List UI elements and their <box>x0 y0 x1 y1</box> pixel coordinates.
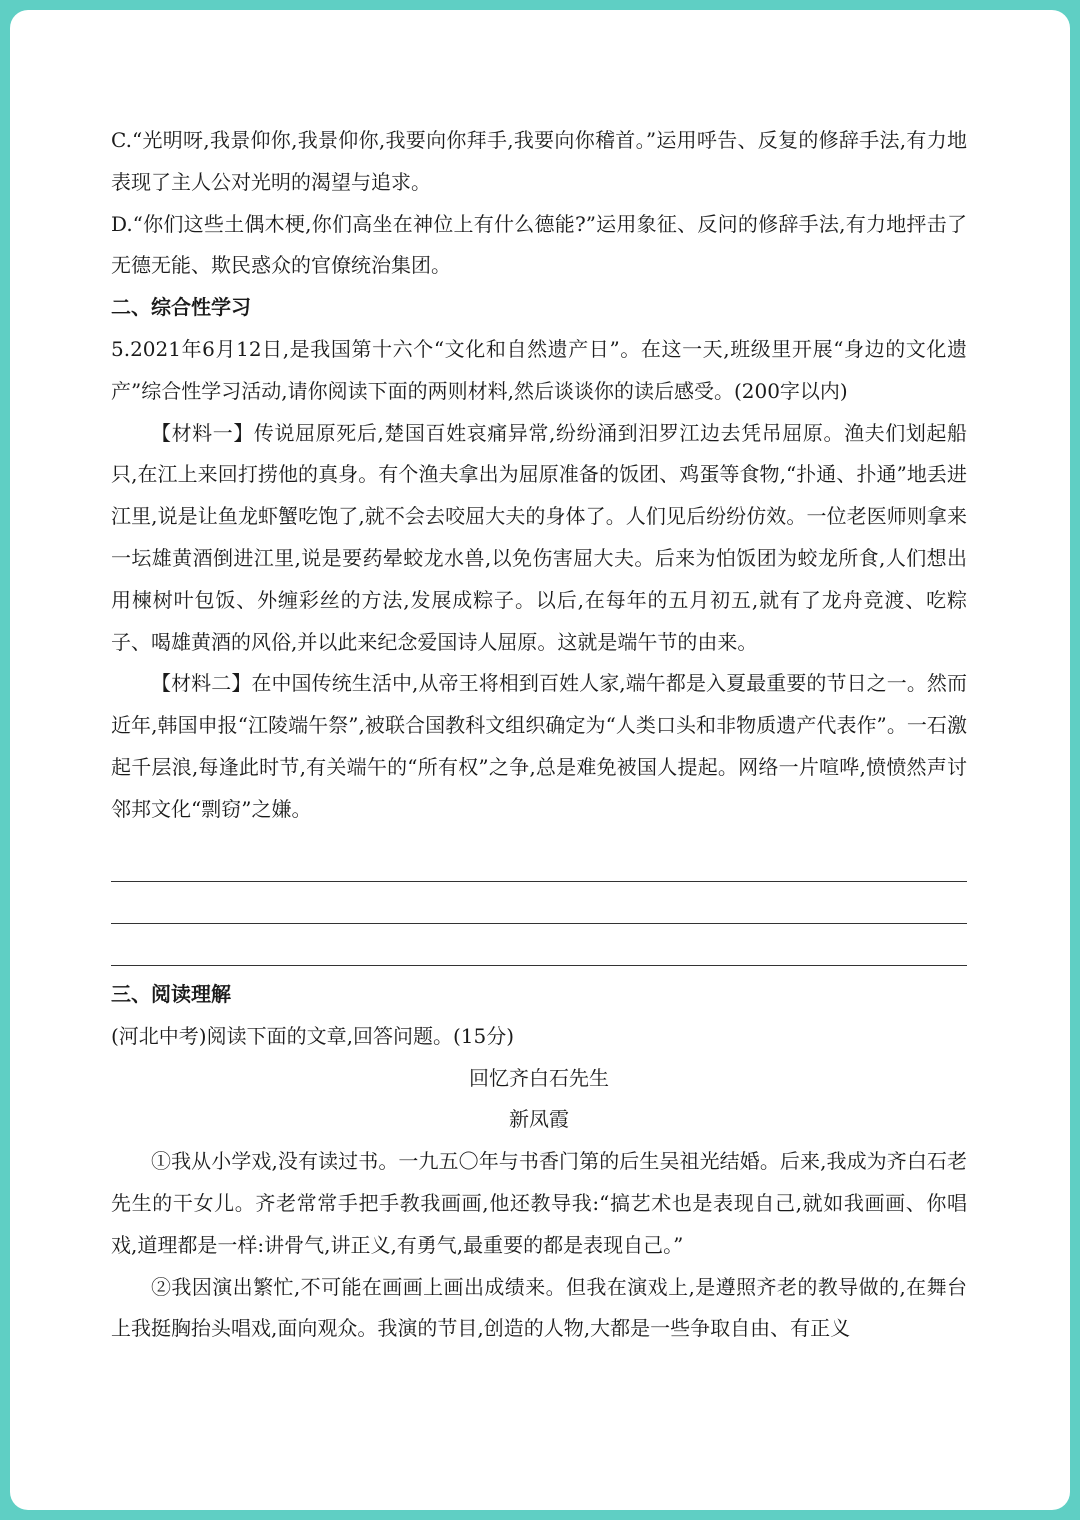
answer-lines[interactable] <box>111 831 967 966</box>
section3-heading: 三、阅读理解 <box>111 981 231 1006</box>
answer-line[interactable] <box>111 841 967 883</box>
article-title: 回忆齐白石先生 <box>469 1065 609 1090</box>
q5-prompt: 5.2021年6月12日,是我国第十六个“文化和自然遗产日”。在这一天,班级里开展“身边的文化遗产”综合性学习活动,请你阅读下面的两则材料,然后谈谈你的读后感受。(200字以内) <box>111 336 967 403</box>
article-author: 新凤霞 <box>509 1107 569 1132</box>
article-paragraph-2: ②我因演出繁忙,不可能在画画上画出成绩来。但我在演戏上,是遵照齐老的教导做的,在舞台上我挺胸抬头唱戏,面向观众。我演的节目,创造的人物,大都是一些争取自由、有正义 <box>111 1274 967 1341</box>
article-paragraph-1: ①我从小学戏,没有读过书。一九五〇年与书香门第的后生吴祖光结婚。后来,我成为齐白石老先生的干女儿。齐老常常手把手教我画画,他还教导我:“搞艺术也是表现自己,就如我画画、你唱戏,道理都是一样:讲骨气,讲正义,有勇气,最重要的都是表现自己。” <box>111 1149 967 1257</box>
material-one: 【材料一】传说屈原死后,楚国百姓哀痛异常,纷纷涌到汨罗江边去凭吊屈原。渔夫们划起船只,在江上来回打捞他的真身。有个渔夫拿出为屈原准备的饭团、鸡蛋等食物,“扑通、扑通”地丢进江里,说是让鱼龙虾蟹吃饱了,就不会去咬屈大夫的身体了。人们见后纷纷仿效。一位老医师则拿来一坛雄黄酒倒进江里,说是要药晕蛟龙水兽,以免伤害屈大夫。后来为怕饭团为蛟龙所食,人们想出用楝树叶包饭、外缠彩丝的方法,发展成粽子。以后,在每年的五月初五,就有了龙舟竞渡、吃粽子、喝雄黄酒的风俗,并以此来纪念爱国诗人屈原。这就是端午节的由来。 <box>111 420 967 654</box>
document-content <box>111 120 967 1350</box>
answer-line[interactable] <box>111 882 967 924</box>
section2-heading: 二、综合性学习 <box>111 295 251 320</box>
material-two: 【材料二】在中国传统生活中,从帝王将相到百姓人家,端午都是入夏最重要的节日之一。然而近年,韩国申报“江陵端午祭”,被联合国教科文组织确定为“人类口头和非物质遗产代表作”。一石激起千层浪,每逢此时节,有关端午的“所有权”之争,总是难免被国人提起。网络一片喧哗,愤愤然声讨邻邦文化“剽窃”之嫌。 <box>111 671 967 821</box>
reading-intro: (河北中考)阅读下面的文章,回答问题。(15分) <box>111 1023 515 1048</box>
q4-option-d: D.“你们这些土偶木梗,你们高坐在神位上有什么德能?”运用象征、反问的修辞手法,有力地抨击了无德无能、欺民惑众的官僚统治集团。 <box>111 211 967 278</box>
document-page <box>10 10 1070 1510</box>
answer-line[interactable] <box>111 924 967 966</box>
q4-option-c: C.“光明呀,我景仰你,我景仰你,我要向你拜手,我要向你稽首。”运用呼告、反复的修辞手法,有力地表现了主人公对光明的渴望与追求。 <box>111 128 967 194</box>
